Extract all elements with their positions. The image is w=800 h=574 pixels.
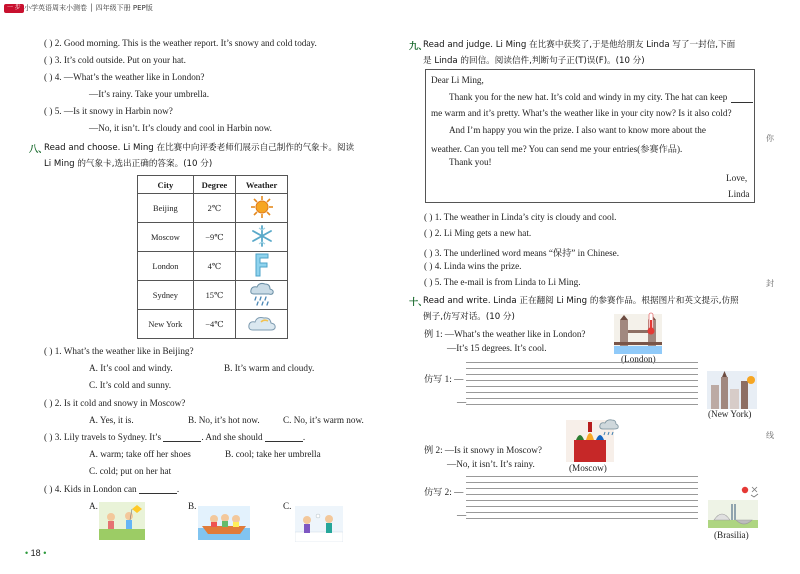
judge-q4: ( ) 4. Linda wins the prize. [424,261,522,271]
copy2-label: 仿写 2: — [424,487,464,497]
part10-number: 十、 [409,297,428,308]
p8-q3-middle: . And she should [201,432,263,442]
city-cell: Moscow [138,223,194,252]
degree-cell: −4℃ [193,310,235,339]
binding-char-1: 你 [766,134,774,143]
part10-title-line2: 例子,仿写对话。(10 分) [423,312,515,322]
city-cell: London [138,252,194,281]
copy2-reply-writing-lines[interactable] [466,500,698,542]
col-header-weather: Weather [236,176,288,194]
p7-q4-answer: —It’s rainy. Take your umbrella. [89,89,210,99]
binding-char-3: 线 [766,431,774,440]
table-row [138,310,288,339]
weather-card-table [137,175,288,339]
cloud-icon [247,312,277,334]
p8-q4-option-c: C. [283,501,292,511]
degree-cell: −9℃ [193,223,235,252]
p8-q3-option-b: B. cool; take her umbrella [225,449,321,459]
part9-number: 九、 [409,41,428,52]
underlined-word-keep [731,102,753,103]
part9-title-line1: Read and judge. Li Ming 在比赛中获奖了,于是他给朋友 Linda 写了一封信,下面 [423,40,736,50]
letter-salutation: Dear Li Ming, [431,75,484,85]
p8-q1-option-c: C. It’s cold and sunny. [89,380,172,390]
kids-snowball-picture [295,506,343,542]
judge-q1: ( ) 1. The weather in Linda’s city is cloudy and cool. [424,212,617,222]
thermometer-icon [644,312,658,336]
part8-title-line1: Read and choose. Li Ming 在比赛中向评委老师们展示自己制作的气象卡。阅读 [44,143,355,153]
p8-q2-option-a: A. Yes, it is. [89,415,134,425]
rain-cloud-icon [248,281,276,307]
new-york-caption: (New York) [708,409,752,419]
letter-box [425,69,755,203]
degree-cell: 15℃ [193,281,235,310]
kids-flying-kite-picture [99,502,145,540]
judge-q2: ( ) 2. Li Ming gets a new hat. [424,228,532,238]
binding-char-2: 封 [766,279,774,288]
example1-question: 例 1: —What’s the weather like in London? [424,329,586,339]
weather-cell [236,194,288,223]
new-york-picture [707,371,757,409]
p8-q1: ( ) 1. What’s the weather like in Beijing? [44,346,194,356]
snow-and-sun-icons [740,485,760,499]
brasilia-picture [708,500,758,528]
table-row [138,223,288,252]
letter-p2a: And I’m happy you win the prize. I also want to know more about the [449,125,706,135]
answer-blank[interactable] [265,433,303,442]
page-number: • 18 • [25,548,47,558]
letter-signature: Linda [728,189,750,199]
degree-cell: 2℃ [193,194,235,223]
weather-cell [236,252,288,281]
london-caption: (London) [621,354,656,364]
p7-q5-answer: —No, it isn’t. It’s cloudy and cool in Harbin now. [89,123,272,133]
answer-blank[interactable] [163,433,201,442]
p8-q4-option-b: B. [188,501,197,511]
table-row [138,194,288,223]
letter-closing: Love, [726,173,748,183]
p8-q4-option-a: A. [89,501,98,511]
judge-q3: ( ) 3. The underlined word means “保持” in Chinese. [424,248,620,258]
part8-number: 八、 [29,144,48,155]
copy2-dash: — [457,510,467,520]
p8-q3: ( ) 3. Lily travels to Sydney. It’s . And she should . [44,432,306,442]
letter-p3: Thank you! [449,157,492,167]
p8-q1-option-a: A. It’s cool and windy. [89,363,173,373]
brasilia-caption: (Brasilia) [714,530,749,540]
answer-blank[interactable] [139,485,177,494]
header-title: 小学英语周末小测卷 │ 四年级下册 PEP版 [24,4,153,12]
sun-icon [249,195,275,219]
brand-badge: 一 步 [4,4,24,13]
city-cell: Beijing [138,194,194,223]
p8-q4-prefix: ( ) 4. Kids in London can [44,484,137,494]
table-row [138,281,288,310]
p8-q2: ( ) 2. Is it cold and snowy in Moscow? [44,398,186,408]
p7-q3: ( ) 3. It’s cold outside. Put on your hat. [44,55,186,65]
p7-q5: ( ) 5. —Is it snowy in Harbin now? [44,106,173,116]
part10-title-line1: Read and write. Linda 正在翻阅 Li Ming 的参赛作品。根据图片和英文提示,仿照 [423,296,739,306]
letter-p2b: weather. Can you tell me? You can send me your entries(参赛作品). [431,144,683,154]
p7-q4: ( ) 4. —What’s the weather like in London? [44,72,205,82]
judge-q5: ( ) 5. The e-mail is from Linda to Li Ming. [424,277,581,287]
p8-q3-option-a: A. warm; take off her shoes [89,449,191,459]
wind-icon [250,252,274,278]
city-cell: New York [138,310,194,339]
weather-cell [236,310,288,339]
p8-q3-prefix: ( ) 3. Lily travels to Sydney. It’s [44,432,162,442]
part8-title-line2: Li Ming 的气象卡,选出正确的答案。(10 分) [44,159,213,169]
col-header-degree: Degree [193,176,235,194]
example2-question: 例 2: —Is it snowy in Moscow? [424,445,542,455]
p7-q2: ( ) 2. Good morning. This is the weather report. It’s snowy and cold today. [44,38,317,48]
p8-q1-option-b: B. It’s warm and cloudy. [224,363,315,373]
city-cell: Sydney [138,281,194,310]
kids-boating-picture [198,506,250,540]
p8-q3-option-c: C. cold; put on her hat [89,466,172,476]
weather-cell [236,223,288,252]
moscow-caption: (Moscow) [569,463,607,473]
col-header-city: City [138,176,194,194]
example1-answer: —It’s 15 degrees. It’s cool. [447,343,547,353]
copy1-dash: — [457,397,467,407]
letter-p1b: me warm and it’s pretty. What’s the weather like in your city now? Is it also cold? [431,108,732,118]
letter-p1a: Thank you for the new hat. It’s cold and windy in my city. The hat can keep [449,92,728,102]
weather-cell [236,281,288,310]
table-row [138,252,288,281]
copy1-label: 仿写 1: — [424,374,464,384]
p8-q2-option-b: B. No, it’s hot now. [188,415,260,425]
p8-q4: ( ) 4. Kids in London can . [44,484,180,494]
degree-cell: 4℃ [193,252,235,281]
rain-cloud-icon [598,418,620,440]
snowflake-icon [250,224,274,248]
part9-title-line2: 是 Linda 的回信。阅读信件,判断句子正(T)误(F)。(10 分) [423,56,645,66]
p8-q2-option-c: C. No, it’s warm now. [283,415,364,425]
example2-answer: —No, it isn’t. It’s rainy. [447,459,535,469]
